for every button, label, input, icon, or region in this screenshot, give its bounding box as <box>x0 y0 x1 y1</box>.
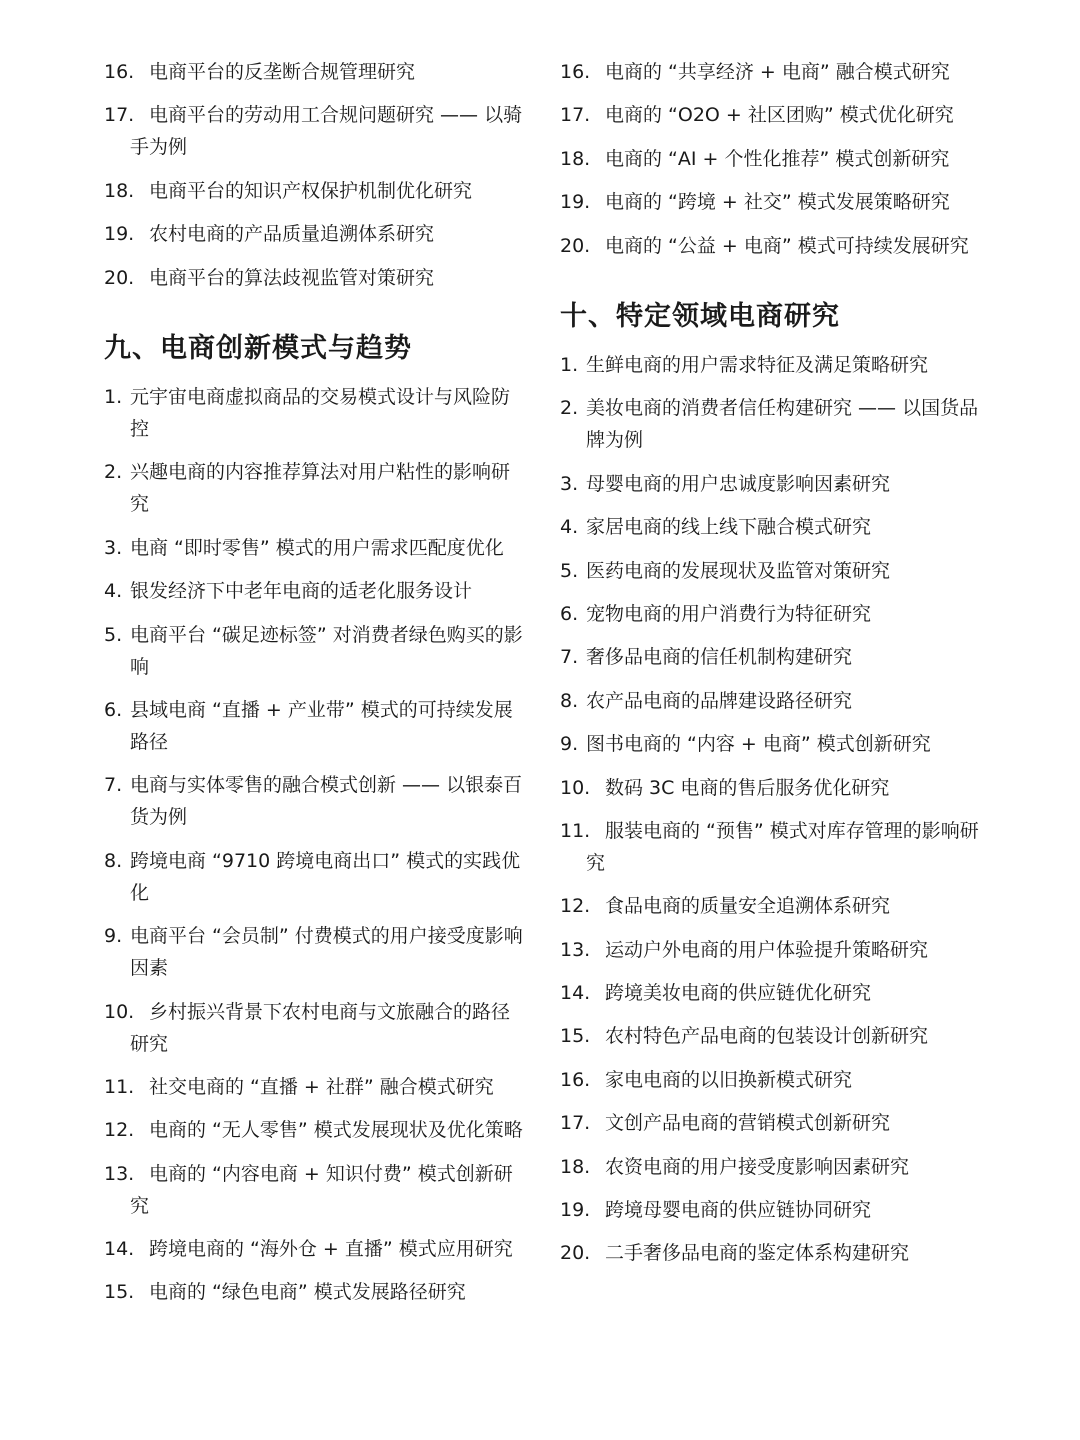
list-item-text: 农村特色产品电商的包装设计创新研究 <box>605 1025 929 1048</box>
list-item <box>560 685 980 717</box>
list-item-number: 3. <box>104 536 123 559</box>
list-item <box>560 977 980 1009</box>
list-item-number: 7. <box>104 774 123 797</box>
list-item-number: 17. <box>560 104 591 127</box>
list-item-number: 11. <box>104 1075 135 1098</box>
list-item-text: 数码 3C 电商的售后服务优化研究 <box>605 776 890 799</box>
list-item-number: 1. <box>104 386 123 408</box>
list-item-number: 19. <box>560 1199 591 1222</box>
list-item-number: 13. <box>560 938 591 961</box>
list-item-number: 9. <box>104 925 123 948</box>
list-item-text: 二手奢侈品电商的鉴定体系构建研究 <box>605 1242 910 1265</box>
list-item-number: 5. <box>104 623 123 646</box>
list-item <box>104 456 524 520</box>
list-item <box>560 143 980 175</box>
list-item <box>560 392 980 456</box>
list-item-text: 银发经济下中老年电商的适老化服务设计 <box>130 580 473 603</box>
list-item-text: 农产品电商的品牌建设路径研究 <box>586 689 853 712</box>
list-item-text: 电商的 “跨境 + 社交” 模式发展策略研究 <box>605 191 950 214</box>
list-item-text: 电商平台 “碳足迹标签” 对消费者绿色购买的影响 <box>130 623 523 678</box>
list-item-number: 19. <box>104 223 135 246</box>
list-item <box>560 349 980 381</box>
list-item-number: 17. <box>104 104 135 127</box>
section-10-title: 十、特定领域电商研究 <box>560 301 840 332</box>
list-item-text: 电商平台的劳动用工合规问题研究 —— 以骑手为例 <box>130 104 523 159</box>
list-item-number: 14. <box>104 1238 135 1261</box>
list-item <box>560 890 980 922</box>
list-item-text: 奢侈品电商的信任机制构建研究 <box>586 646 853 669</box>
list-item <box>560 1107 980 1139</box>
list-item-number: 3. <box>560 472 579 495</box>
list-item-text: 电商平台的反垄断合规管理研究 <box>149 61 416 83</box>
list-item <box>560 511 980 543</box>
list-item-text: 电商的 “公益 + 电商” 模式可持续发展研究 <box>605 234 969 257</box>
list-item-number: 4. <box>560 516 579 539</box>
list-item <box>560 1151 980 1183</box>
list-item <box>560 598 980 630</box>
list-item-number: 1. <box>560 354 579 376</box>
list-item-text: 跨境电商的 “海外仓 + 直播” 模式应用研究 <box>149 1238 513 1261</box>
list-item <box>560 934 980 966</box>
list-item-text: 电商的 “绿色电商” 模式发展路径研究 <box>149 1281 466 1304</box>
list-item-number: 4. <box>104 580 123 603</box>
list-item-number: 11. <box>560 819 591 842</box>
list-item <box>104 175 524 207</box>
list-item-text: 元宇宙电商虚拟商品的交易模式设计与风险防控 <box>130 386 511 440</box>
list-item <box>104 381 524 445</box>
list-item <box>104 1071 524 1103</box>
list-item <box>104 532 524 564</box>
section-9-title: 九、电商创新模式与趋势 <box>104 333 412 364</box>
list-item-number: 16. <box>104 61 135 83</box>
list-item-text: 宠物电商的用户消费行为特征研究 <box>586 602 872 625</box>
list-item <box>560 468 980 500</box>
list-item-number: 12. <box>104 1119 135 1142</box>
list-item-text: 图书电商的 “内容 + 电商” 模式创新研究 <box>586 733 931 756</box>
list-item-text: 电商的 “O2O + 社区团购” 模式优化研究 <box>605 104 954 127</box>
list-item-number: 2. <box>560 397 579 420</box>
list-item <box>560 1020 980 1052</box>
list-item <box>104 845 524 909</box>
list-item <box>104 575 524 607</box>
list-item-number: 13. <box>104 1162 135 1185</box>
list-item-text: 食品电商的质量安全追溯体系研究 <box>605 895 891 918</box>
list-item-text: 电商 “即时零售” 模式的用户需求匹配度优化 <box>130 536 504 559</box>
list-item-text: 电商的 “AI + 个性化推荐” 模式创新研究 <box>605 147 950 170</box>
list-item-number: 7. <box>560 646 579 669</box>
list-item <box>104 1276 524 1308</box>
list-item-number: 20. <box>104 266 135 289</box>
list-item-number: 19. <box>560 191 591 214</box>
list-item <box>560 641 980 673</box>
list-item <box>104 694 524 758</box>
list-item-text: 跨境美妆电商的供应链优化研究 <box>605 982 872 1005</box>
list-item <box>560 815 980 879</box>
list-item-number: 10. <box>560 776 591 799</box>
list-item <box>104 1233 524 1265</box>
list-item-text: 生鲜电商的用户需求特征及满足策略研究 <box>586 354 929 376</box>
list-item <box>560 1064 980 1096</box>
list-item <box>104 920 524 984</box>
list-item-text: 跨境电商 “9710 跨境电商出口” 模式的实践优化 <box>130 849 521 904</box>
list-item <box>104 619 524 683</box>
list-item-text: 农资电商的用户接受度影响因素研究 <box>605 1155 910 1178</box>
list-item-text: 电商平台 “会员制” 付费模式的用户接受度影响因素 <box>130 925 523 980</box>
list-item <box>104 996 524 1060</box>
list-item-number: 16. <box>560 1068 591 1091</box>
list-item-number: 8. <box>104 849 123 872</box>
list-item-text: 美妆电商的消费者信任构建研究 —— 以国货品牌为例 <box>586 397 979 452</box>
list-item <box>104 99 524 163</box>
list-item-number: 14. <box>560 982 591 1005</box>
list-item-number: 5. <box>560 559 579 582</box>
list-item-text: 县域电商 “直播 + 产业带” 模式的可持续发展路径 <box>130 698 513 753</box>
list-item-number: 12. <box>560 895 591 918</box>
right-top-list <box>560 56 980 273</box>
list-item-number: 20. <box>560 1242 591 1265</box>
list-item <box>560 99 980 131</box>
list-item-text: 乡村振兴背景下农村电商与文旅融合的路径研究 <box>130 1000 511 1055</box>
list-item-number: 18. <box>560 1155 591 1178</box>
list-item-text: 运动户外电商的用户体验提升策略研究 <box>605 938 929 961</box>
list-item-text: 家电电商的以旧换新模式研究 <box>605 1068 853 1091</box>
list-item-number: 17. <box>560 1112 591 1135</box>
section-9-list <box>104 381 524 1320</box>
left-top-list <box>104 56 524 305</box>
list-item-text: 电商的 “无人零售” 模式发展现状及优化策略 <box>149 1119 523 1142</box>
list-item-number: 2. <box>104 461 123 484</box>
list-item <box>560 1194 980 1226</box>
list-item <box>560 186 980 218</box>
list-item <box>104 1114 524 1146</box>
list-item-number: 18. <box>104 179 135 202</box>
list-item-text: 文创产品电商的营销模式创新研究 <box>605 1112 891 1135</box>
list-item <box>560 230 980 262</box>
list-item-text: 电商平台的算法歧视监管对策研究 <box>149 266 435 289</box>
list-item-text: 电商的 “共享经济 + 电商” 融合模式研究 <box>605 61 950 83</box>
list-item-number: 16. <box>560 61 591 83</box>
list-item <box>104 262 524 294</box>
list-item-text: 家居电商的线上线下融合模式研究 <box>586 516 872 539</box>
list-item-number: 20. <box>560 234 591 257</box>
list-item-text: 母婴电商的用户忠诚度影响因素研究 <box>586 472 891 495</box>
list-item-number: 9. <box>560 733 579 756</box>
list-item-text: 服装电商的 “预售” 模式对库存管理的影响研究 <box>586 819 979 874</box>
list-item <box>104 769 524 833</box>
list-item-number: 10. <box>104 1000 135 1023</box>
list-item <box>560 728 980 760</box>
list-item <box>560 56 980 88</box>
list-item-number: 6. <box>560 602 579 625</box>
list-item-text: 电商的 “内容电商 + 知识付费” 模式创新研究 <box>130 1162 513 1217</box>
section-10-list <box>560 349 980 1281</box>
list-item-text: 电商平台的知识产权保护机制优化研究 <box>149 179 473 202</box>
list-item-text: 兴趣电商的内容推荐算法对用户粘性的影响研究 <box>130 461 511 516</box>
list-item <box>560 555 980 587</box>
list-item-text: 电商与实体零售的融合模式创新 —— 以银泰百货为例 <box>130 774 523 829</box>
list-item <box>560 772 980 804</box>
list-item-number: 6. <box>104 698 123 721</box>
list-item-text: 农村电商的产品质量追溯体系研究 <box>149 223 435 246</box>
list-item-text: 跨境母婴电商的供应链协同研究 <box>605 1199 872 1222</box>
list-item-number: 15. <box>104 1281 135 1304</box>
list-item <box>104 218 524 250</box>
list-item-number: 15. <box>560 1025 591 1048</box>
list-item-number: 8. <box>560 689 579 712</box>
list-item <box>104 56 524 88</box>
list-item-number: 18. <box>560 147 591 170</box>
list-item <box>104 1158 524 1222</box>
list-item <box>560 1237 980 1269</box>
list-item-text: 社交电商的 “直播 + 社群” 融合模式研究 <box>149 1075 494 1098</box>
list-item-text: 医药电商的发展现状及监管对策研究 <box>586 559 891 582</box>
